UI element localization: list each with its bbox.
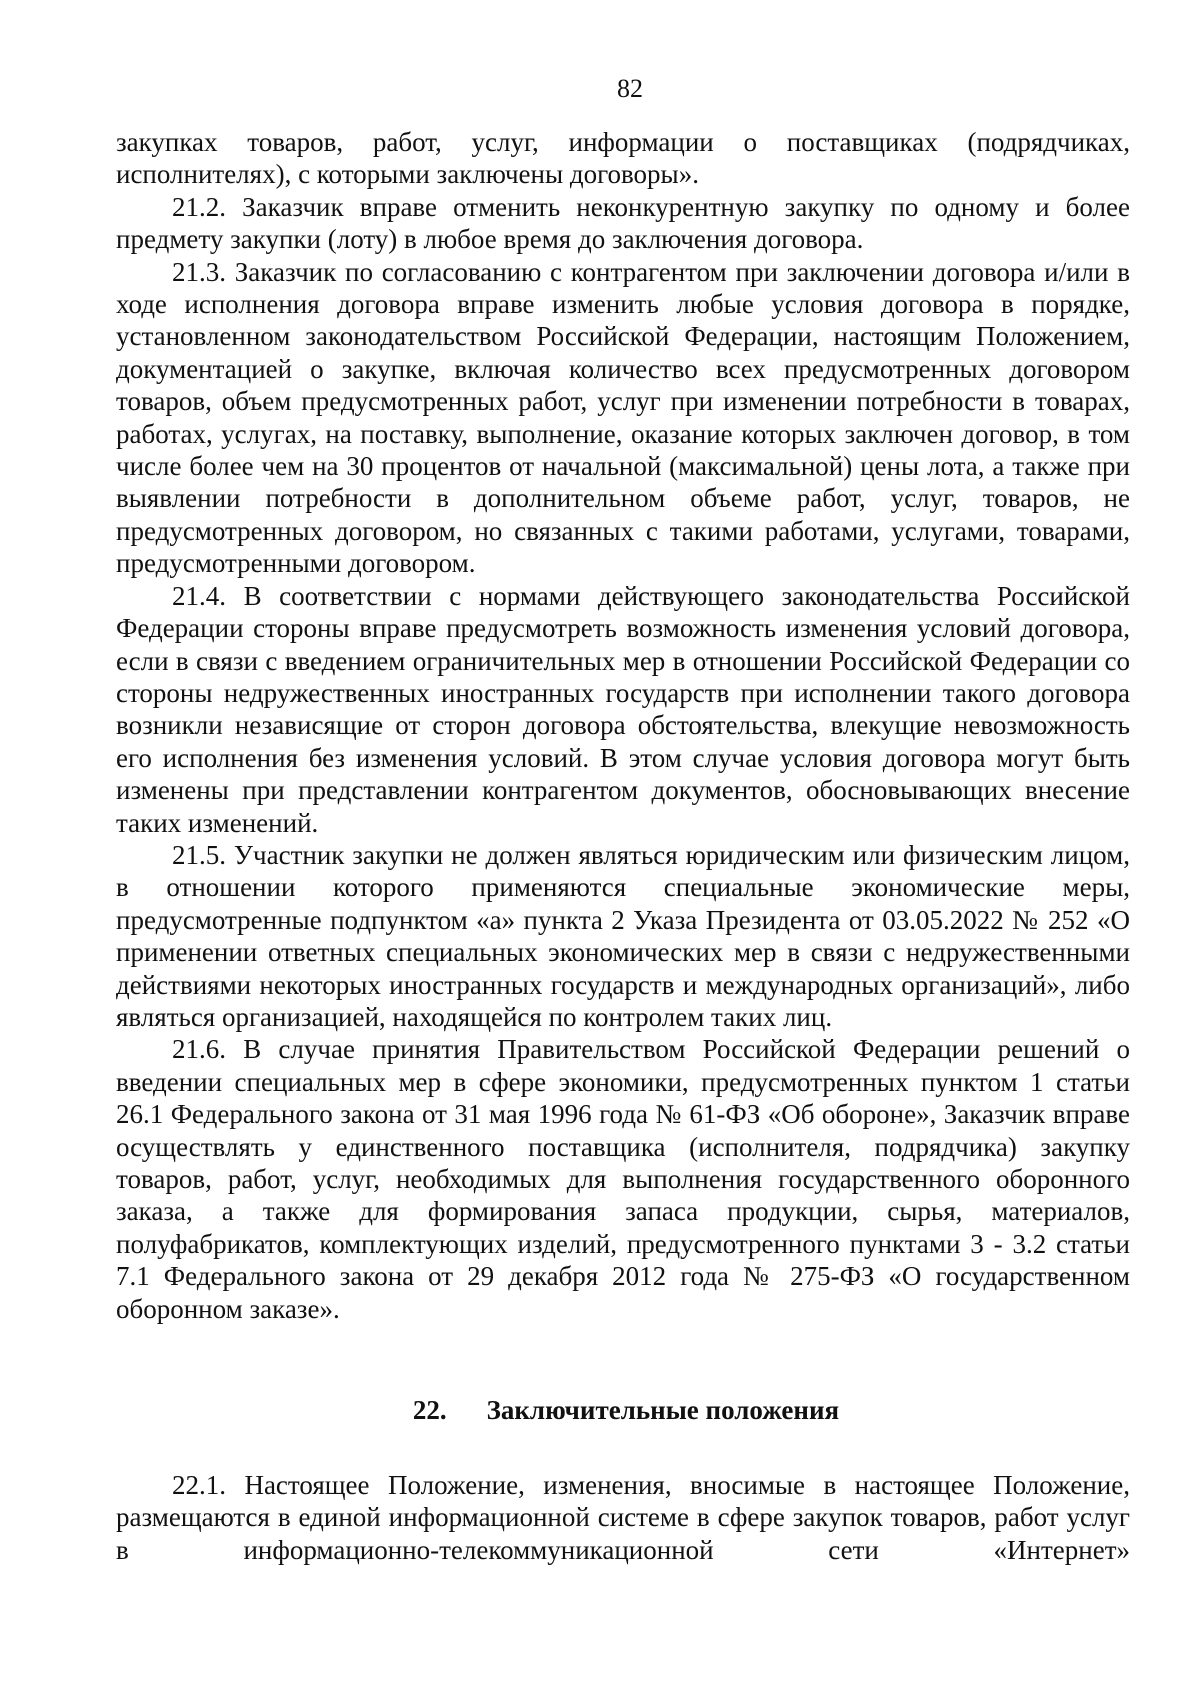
paragraph-21-2: 21.2. Заказчик вправе отменить неконкурентную закупку по одному и более предмету закупки (лоту) в любое время до заключения договора. (116, 191, 1130, 255)
paragraph-21-6: 21.6. В случае принятия Правительством Российской Федерации решений о введении специальных мер в сфере экономики, предусмотренных пунктом 1 статьи 26.1 Федерального закона от 31 мая 1996 года № 61-ФЗ «Об обороне», Заказчик вправе осуществлять у единственного поставщика (исполнителя, подрядчика) закупку товаров, работ, услуг, необходимых для выполнения государственного оборонного заказа, а также для формирования запаса продукции, сырья, материалов, полуфабрикатов, комплектующих изделий, предусмотренного пунктами 3 - 3.2 статьи 7.1 Федерального закона от 29 декабря 2012 года № 275-ФЗ «О государственном оборонном заказе». (116, 1034, 1130, 1324)
paragraph-21-4: 21.4. В соответствии с нормами действующего законодательства Российской Федерации стороны вправе предусмотреть возможность изменения условий договора, если в связи с введением ограничительных мер в отношении Российской Федерации со стороны недружественных иностранных государств при исполнении такого договора возникли независящие от сторон договора обстоятельства, влекущие невозможность его исполнения без изменения условий. В этом случае условия договора могут быть изменены при представлении контрагентом документов, обосновывающих внесение таких изменений. (116, 580, 1130, 838)
paragraph-continuation: закупках товаров, работ, услуг, информации о поставщиках (подрядчиках, исполнителях), с которыми заключены договоры». (116, 127, 1130, 190)
section-text (116, 1469, 1130, 1566)
main-text (116, 126, 1130, 1325)
paragraph-21-3: 21.3. Заказчик по согласованию с контрагентом при заключении договора и/или в ходе исполнения договора вправе изменить любые условия договора в порядке, установленном законодательством Российской Федерации, настоящим Положением, документацией о закупке, включая количество всех предусмотренных договором товаров, объем предусмотренных работ, услуг при изменении потребности в товарах, работах, услугах, на поставку, выполнение, оказание которых заключен договор, в том числе более чем на 30 процентов от начальной (максимальной) цены лота, а также при выявлении потребности в дополнительном объеме работ, услуг, товаров, не предусмотренных договором, но связанных с такими работами, услугами, товарами, предусмотренными договором. (116, 256, 1130, 579)
paragraph-21-5: 21.5. Участник закупки не должен являться юридическим или физическим лицом, в отношении которого применяются специальные экономические меры, предусмотренные подпунктом «а» пункта 2 Указа Президента от 03.05.2022 № 252 «О применении ответных специальных экономических мер в связи с недружественными действиями некоторых иностранных государств и международных организаций», либо являться организацией, находящейся по контролем таких лиц. (116, 839, 1130, 1032)
section-number: 22. (412, 1395, 447, 1425)
section-title: Заключительные положения (486, 1395, 840, 1425)
section-heading (0, 1394, 1200, 1426)
page-number: 82 (617, 74, 643, 103)
paragraph-22-1: 22.1. Настоящее Положение, изменения, вносимые в настоящее Положение, размещаются в единой информационной системе в сфере закупок товаров, работ услуг в информационно-телекоммуникационной сети «Интернет» (116, 1470, 1130, 1565)
